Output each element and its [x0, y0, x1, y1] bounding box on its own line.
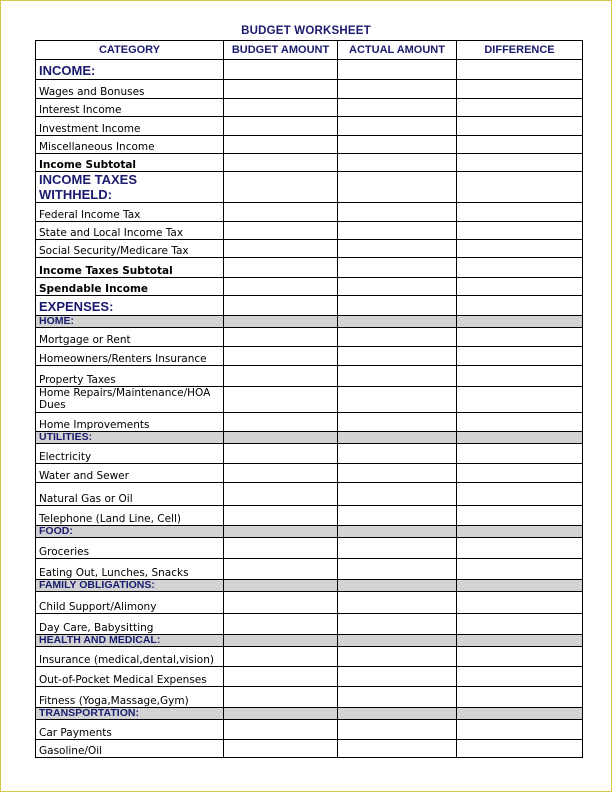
row-label: Homeowners/Renters Insurance	[36, 347, 224, 366]
table-row	[36, 222, 583, 240]
difference-cell[interactable]	[457, 347, 583, 366]
taxes-heading-line2: WITHHELD:	[39, 187, 112, 202]
actual-cell[interactable]	[338, 483, 457, 506]
budget-cell[interactable]	[224, 154, 338, 172]
difference-cell[interactable]	[457, 328, 583, 347]
budget-cell[interactable]	[224, 614, 338, 635]
difference-cell[interactable]	[457, 687, 583, 708]
home-label: HOME:	[39, 315, 74, 327]
repairs-line1: Home Repairs/Maintenance/HOA	[39, 387, 211, 399]
category-cell	[36, 526, 224, 538]
row-label: Groceries	[36, 538, 224, 559]
actual-cell[interactable]	[338, 154, 457, 172]
budget-cell[interactable]	[224, 667, 338, 687]
row-label: Miscellaneous Income	[36, 136, 224, 154]
actual-cell[interactable]	[338, 296, 457, 316]
budget-cell[interactable]	[224, 413, 338, 432]
row-label: Social Security/Medicare Tax	[36, 240, 224, 258]
table-row	[36, 687, 583, 708]
category-row-utilities	[36, 432, 583, 444]
actual-cell[interactable]	[338, 203, 457, 222]
budget-cell[interactable]	[224, 687, 338, 708]
table-row	[36, 464, 583, 483]
actual-cell[interactable]	[338, 347, 457, 366]
income-subtotal-label: Income Subtotal	[36, 154, 224, 172]
difference-cell[interactable]	[457, 60, 583, 80]
table-row	[36, 614, 583, 635]
income-heading: INCOME:	[39, 63, 96, 78]
table-row	[36, 203, 583, 222]
table-row	[36, 136, 583, 154]
row-label: Fitness (Yoga,Massage,Gym)	[36, 687, 224, 708]
budget-cell[interactable]	[224, 172, 338, 203]
difference-cell[interactable]	[457, 154, 583, 172]
row-label: Electricity	[36, 444, 224, 464]
actual-cell[interactable]	[338, 614, 457, 635]
actual-cell[interactable]	[338, 258, 457, 278]
row-label: Eating Out, Lunches, Snacks	[36, 559, 224, 580]
budget-cell[interactable]	[224, 506, 338, 526]
row-label: Gasoline/Oil	[36, 740, 224, 758]
row-label: Out-of-Pocket Medical Expenses	[36, 667, 224, 687]
actual-cell[interactable]	[338, 99, 457, 117]
subtotal-row	[36, 258, 583, 278]
difference-cell[interactable]	[457, 538, 583, 559]
spendable-row	[36, 278, 583, 296]
difference-cell[interactable]	[457, 506, 583, 526]
actual-cell[interactable]	[338, 278, 457, 296]
utilities-label: UTILITIES:	[39, 431, 93, 443]
difference-cell[interactable]	[457, 592, 583, 614]
row-label: Natural Gas or Oil	[36, 483, 224, 506]
table-row	[36, 80, 583, 99]
repairs-line2: Dues	[39, 399, 66, 411]
header-row	[36, 41, 583, 60]
header-difference: DIFFERENCE	[457, 41, 583, 60]
row-label: Wages and Bonuses	[36, 80, 224, 99]
actual-cell[interactable]	[338, 60, 457, 80]
budget-cell[interactable]	[224, 60, 338, 80]
budget-cell[interactable]	[224, 99, 338, 117]
difference-cell[interactable]	[457, 80, 583, 99]
category-cell	[36, 580, 224, 592]
taxes-subtotal-label: Income Taxes Subtotal	[36, 258, 224, 278]
difference-cell[interactable]	[457, 172, 583, 203]
table-row	[36, 647, 583, 667]
table-row	[36, 667, 583, 687]
row-label: Water and Sewer	[36, 464, 224, 483]
budget-cell[interactable]	[224, 538, 338, 559]
actual-cell[interactable]	[338, 667, 457, 687]
expenses-heading: EXPENSES:	[39, 299, 114, 314]
section-row-expenses	[36, 296, 583, 316]
table-row	[36, 99, 583, 117]
table-row	[36, 117, 583, 136]
budget-cell[interactable]	[224, 136, 338, 154]
difference-cell[interactable]	[457, 296, 583, 316]
difference-cell[interactable]	[457, 614, 583, 635]
section-heading-taxes	[36, 172, 224, 203]
actual-cell[interactable]	[338, 444, 457, 464]
difference-cell[interactable]	[457, 366, 583, 387]
difference-cell[interactable]	[457, 136, 583, 154]
difference-cell[interactable]	[457, 740, 583, 758]
budget-cell[interactable]	[224, 387, 338, 413]
category-cell	[36, 635, 224, 647]
table-row	[36, 483, 583, 506]
category-cell	[36, 708, 224, 720]
row-label: Day Care, Babysitting	[36, 614, 224, 635]
actual-cell[interactable]	[338, 366, 457, 387]
budget-cell[interactable]	[224, 483, 338, 506]
taxes-heading-line1: INCOME TAXES	[39, 172, 137, 187]
row-label: Interest Income	[36, 99, 224, 117]
budget-cell[interactable]	[224, 80, 338, 99]
row-label	[36, 387, 224, 413]
budget-cell[interactable]	[224, 240, 338, 258]
actual-cell[interactable]	[338, 80, 457, 99]
budget-cell[interactable]	[224, 328, 338, 347]
table-row	[36, 444, 583, 464]
budget-cell[interactable]	[224, 464, 338, 483]
table-row	[36, 538, 583, 559]
actual-cell[interactable]	[338, 720, 457, 740]
budget-cell[interactable]	[224, 366, 338, 387]
spendable-income-label: Spendable Income	[36, 278, 224, 296]
header-category: CATEGORY	[36, 41, 224, 60]
row-label: Insurance (medical,dental,vision)	[36, 647, 224, 667]
category-row-food	[36, 526, 583, 538]
food-label: FOOD:	[39, 525, 73, 537]
budget-cell[interactable]	[224, 296, 338, 316]
actual-cell[interactable]	[338, 240, 457, 258]
actual-cell[interactable]	[338, 687, 457, 708]
actual-cell[interactable]	[338, 172, 457, 203]
row-label: Car Payments	[36, 720, 224, 740]
row-label: Mortgage or Rent	[36, 328, 224, 347]
actual-cell[interactable]	[338, 222, 457, 240]
table-row	[36, 720, 583, 740]
actual-cell[interactable]	[338, 328, 457, 347]
section-heading-expenses	[36, 296, 224, 316]
category-row-family	[36, 580, 583, 592]
row-label: Federal Income Tax	[36, 203, 224, 222]
row-label: Telephone (Land Line, Cell)	[36, 506, 224, 526]
row-label: State and Local Income Tax	[36, 222, 224, 240]
transportation-label: TRANSPORTATION:	[39, 707, 139, 719]
budget-cell[interactable]	[224, 347, 338, 366]
budget-cell[interactable]	[224, 444, 338, 464]
subtotal-row	[36, 154, 583, 172]
table-row	[36, 347, 583, 366]
difference-cell[interactable]	[457, 222, 583, 240]
budget-cell[interactable]	[224, 222, 338, 240]
actual-cell[interactable]	[338, 740, 457, 758]
actual-cell[interactable]	[338, 647, 457, 667]
actual-cell[interactable]	[338, 538, 457, 559]
actual-cell[interactable]	[338, 592, 457, 614]
budget-cell[interactable]	[224, 647, 338, 667]
section-heading-income	[36, 60, 224, 80]
budget-cell[interactable]	[224, 740, 338, 758]
actual-cell[interactable]	[338, 387, 457, 413]
row-label: Investment Income	[36, 117, 224, 136]
difference-cell[interactable]	[457, 240, 583, 258]
table-row	[36, 387, 583, 413]
difference-cell[interactable]	[457, 464, 583, 483]
family-label: FAMILY OBLIGATIONS:	[39, 579, 155, 591]
actual-cell[interactable]	[338, 506, 457, 526]
table-row	[36, 559, 583, 580]
section-row-taxes	[36, 172, 583, 203]
difference-cell[interactable]	[457, 667, 583, 687]
health-label: HEALTH AND MEDICAL:	[39, 634, 161, 646]
header-budget-amount: BUDGET AMOUNT	[224, 41, 338, 60]
budget-cell[interactable]	[224, 258, 338, 278]
difference-cell[interactable]	[457, 483, 583, 506]
actual-cell[interactable]	[338, 136, 457, 154]
actual-cell[interactable]	[338, 559, 457, 580]
row-label: Child Support/Alimony	[36, 592, 224, 614]
section-row-income	[36, 60, 583, 80]
category-cell	[36, 432, 224, 444]
table-row	[36, 413, 583, 432]
budget-table	[35, 40, 583, 758]
table-row	[36, 592, 583, 614]
budget-cell[interactable]	[224, 559, 338, 580]
table-row	[36, 328, 583, 347]
category-row-home	[36, 316, 583, 328]
difference-cell[interactable]	[457, 413, 583, 432]
row-label: Property Taxes	[36, 366, 224, 387]
category-row-health	[36, 635, 583, 647]
header-actual-amount: ACTUAL AMOUNT	[338, 41, 457, 60]
difference-cell[interactable]	[457, 647, 583, 667]
difference-cell[interactable]	[457, 387, 583, 413]
budget-cell[interactable]	[224, 278, 338, 296]
difference-cell[interactable]	[457, 278, 583, 296]
budget-cell[interactable]	[224, 720, 338, 740]
table-row	[36, 740, 583, 758]
budget-cell[interactable]	[224, 203, 338, 222]
difference-cell[interactable]	[457, 99, 583, 117]
difference-cell[interactable]	[457, 720, 583, 740]
difference-cell[interactable]	[457, 444, 583, 464]
actual-cell[interactable]	[338, 117, 457, 136]
table-row	[36, 366, 583, 387]
difference-cell[interactable]	[457, 203, 583, 222]
difference-cell[interactable]	[457, 258, 583, 278]
row-label: Home Improvements	[36, 413, 224, 432]
table-row	[36, 506, 583, 526]
actual-cell[interactable]	[338, 464, 457, 483]
category-row-transportation	[36, 708, 583, 720]
table-row	[36, 240, 583, 258]
difference-cell[interactable]	[457, 559, 583, 580]
budget-cell[interactable]	[224, 592, 338, 614]
actual-cell[interactable]	[338, 413, 457, 432]
budget-cell[interactable]	[224, 117, 338, 136]
category-cell	[36, 316, 224, 328]
page-title: BUDGET WORKSHEET	[241, 25, 371, 37]
difference-cell[interactable]	[457, 117, 583, 136]
